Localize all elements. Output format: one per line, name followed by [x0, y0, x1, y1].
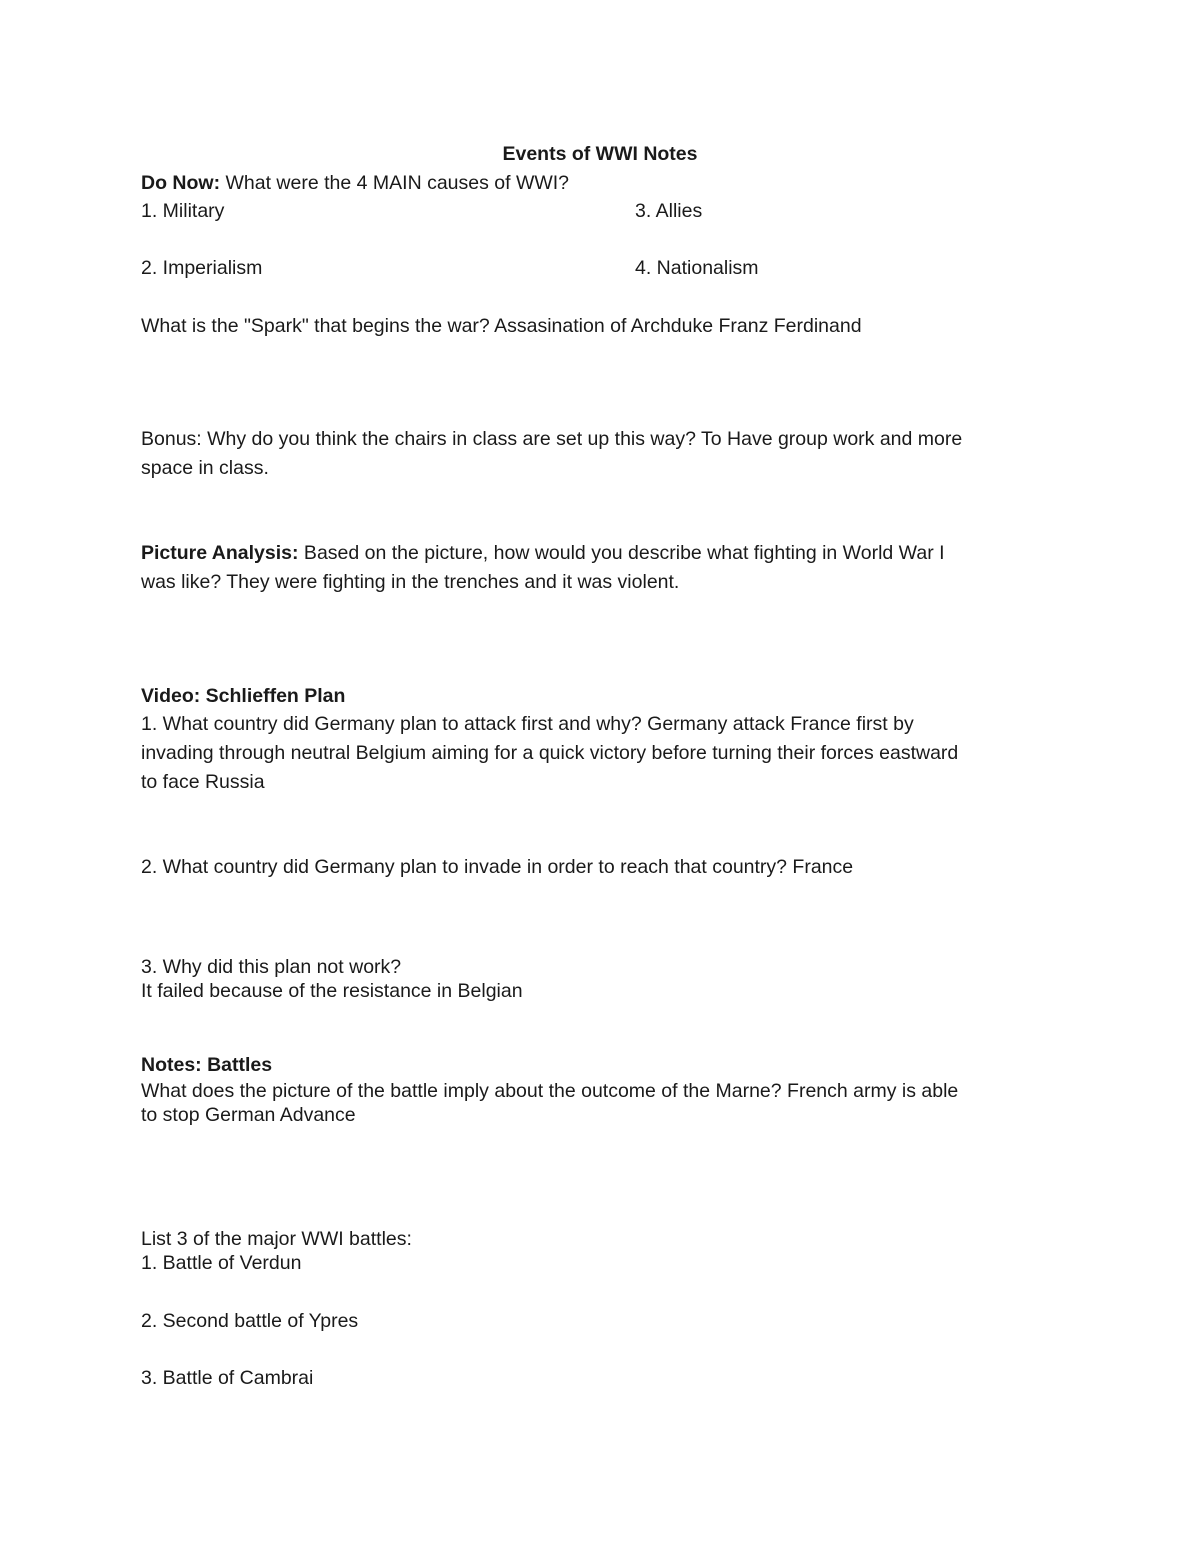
video-answer-line: It failed because of the resistance in Belgian	[141, 980, 523, 1002]
cause-item: 3. Allies	[635, 200, 703, 222]
document-title: Events of WWI Notes	[502, 143, 698, 165]
cause-item: 1. Military	[141, 200, 225, 222]
do-now-line	[141, 171, 569, 195]
spark-question: What is the "Spark" that begins the war? Assasination of Archduke Franz Ferdinand	[141, 315, 862, 337]
notes-battles-line: to stop German Advance	[141, 1104, 356, 1126]
video-question-line: invading through neutral Belgium aiming for a quick victory before turning their forces eastward	[141, 742, 959, 764]
battle-item: 1. Battle of Verdun	[141, 1252, 302, 1274]
picture-analysis-line	[141, 541, 945, 565]
picture-analysis-line: was like? They were fighting in the trenches and it was violent.	[141, 571, 680, 593]
picture-analysis-text: Based on the picture, how would you describe what fighting in World War I	[298, 542, 945, 564]
do-now-question: What were the 4 MAIN causes of WWI?	[220, 172, 570, 194]
video-question-line: 1. What country did Germany plan to attack first and why? Germany attack France first by	[141, 713, 914, 735]
major-battles-prompt: List 3 of the major WWI battles:	[141, 1228, 412, 1250]
notes-battles-line: What does the picture of the battle imply about the outcome of the Marne? French army is able	[141, 1080, 959, 1102]
do-now-label: Do Now:	[141, 172, 221, 194]
battle-item: 3. Battle of Cambrai	[141, 1367, 314, 1389]
battle-item: 2. Second battle of Ypres	[141, 1310, 359, 1332]
bonus-line: space in class.	[141, 457, 269, 479]
cause-item: 2. Imperialism	[141, 257, 263, 279]
bonus-line: Bonus: Why do you think the chairs in class are set up this way? To Have group work and more	[141, 428, 963, 450]
video-question-line: 3. Why did this plan not work?	[141, 956, 402, 978]
video-question-line: 2. What country did Germany plan to invade in order to reach that country? France	[141, 856, 854, 878]
notes-battles-heading: Notes: Battles	[141, 1054, 273, 1076]
video-heading: Video: Schlieffen Plan	[141, 685, 346, 707]
cause-item: 4. Nationalism	[635, 257, 759, 279]
video-question-line: to face Russia	[141, 771, 265, 793]
picture-analysis-label: Picture Analysis:	[141, 542, 299, 564]
